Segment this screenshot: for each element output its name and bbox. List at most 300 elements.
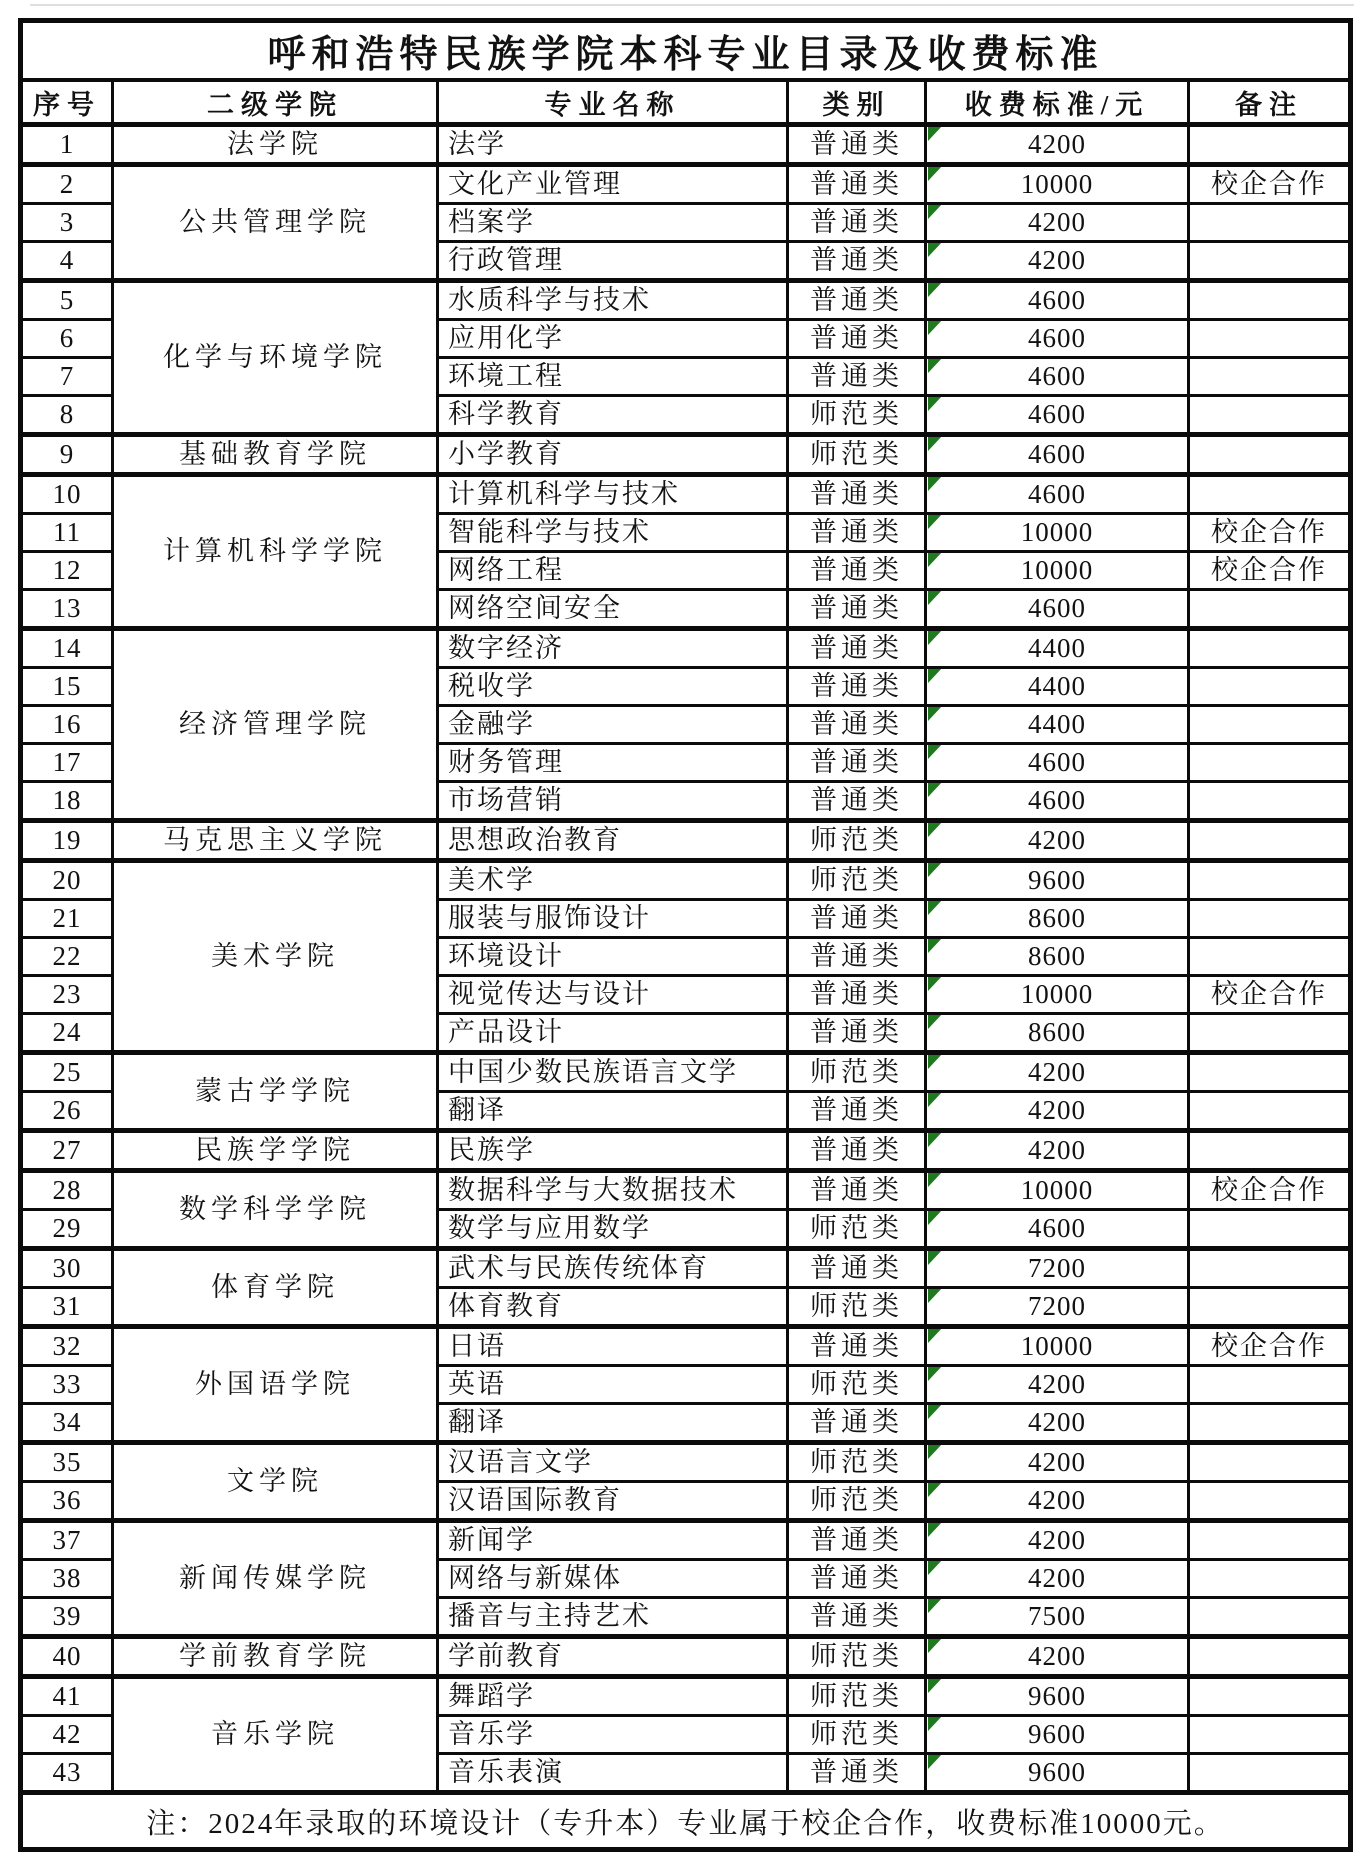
note-cell: 校企合作 [1189, 1171, 1351, 1210]
row-number-cell: 13 [21, 590, 113, 629]
number-stored-as-text-triangle-icon [928, 475, 943, 491]
category-cell: 师范类 [788, 396, 926, 435]
category-cell: 普通类 [788, 938, 926, 976]
category-cell: 师范类 [788, 435, 926, 475]
major-cell: 美术学 [438, 861, 788, 900]
major-cell: 数字经济 [438, 629, 788, 668]
row-number-cell: 43 [21, 1754, 113, 1793]
fee-value: 7500 [1028, 1601, 1086, 1632]
header-category: 类别 [788, 80, 926, 125]
note-cell: 校企合作 [1189, 1327, 1351, 1366]
fee-cell [926, 744, 1189, 782]
fee-value: 9600 [1028, 1757, 1086, 1788]
number-stored-as-text-triangle-icon [928, 1637, 943, 1653]
row-number-cell: 10 [21, 475, 113, 514]
row-number-cell: 18 [21, 782, 113, 821]
category-cell: 师范类 [788, 1637, 926, 1677]
note-cell [1189, 782, 1351, 821]
fee-value: 4400 [1028, 709, 1086, 740]
row-number-cell: 42 [21, 1716, 113, 1754]
row-number-cell: 17 [21, 744, 113, 782]
fee-value: 4200 [1028, 1447, 1086, 1478]
fee-cell [926, 125, 1189, 165]
scan-artifact-line [30, 4, 1354, 6]
college-cell: 化学与环境学院 [113, 281, 438, 435]
fee-value: 4200 [1028, 825, 1086, 856]
table-title: 呼和浩特民族学院本科专业目录及收费标准 [21, 21, 1351, 81]
note-cell [1189, 1521, 1351, 1560]
table-row [21, 1637, 1351, 1677]
row-number-cell: 29 [21, 1210, 113, 1249]
number-stored-as-text-triangle-icon [928, 668, 943, 684]
number-stored-as-text-triangle-icon [928, 1677, 943, 1693]
category-cell: 师范类 [788, 861, 926, 900]
number-stored-as-text-triangle-icon [928, 358, 943, 374]
fee-value: 4600 [1028, 323, 1086, 354]
number-stored-as-text-triangle-icon [928, 1327, 943, 1343]
fee-cell [926, 706, 1189, 744]
college-cell: 计算机科学学院 [113, 475, 438, 629]
fee-value: 4600 [1028, 1213, 1086, 1244]
row-number-cell: 23 [21, 976, 113, 1014]
fee-cell [926, 1443, 1189, 1482]
table-header-row [21, 80, 1351, 125]
note-cell [1189, 1443, 1351, 1482]
college-cell: 文学院 [113, 1443, 438, 1521]
row-number-cell: 30 [21, 1249, 113, 1288]
number-stored-as-text-triangle-icon [928, 976, 943, 992]
major-cell: 法学 [438, 125, 788, 165]
category-cell: 普通类 [788, 1754, 926, 1793]
row-number-cell: 4 [21, 242, 113, 281]
category-cell: 普通类 [788, 1092, 926, 1131]
note-cell [1189, 1092, 1351, 1131]
fee-cell [926, 1288, 1189, 1327]
category-cell: 师范类 [788, 1288, 926, 1327]
number-stored-as-text-triangle-icon [928, 1716, 943, 1732]
major-cell: 行政管理 [438, 242, 788, 281]
category-cell: 师范类 [788, 1716, 926, 1754]
note-cell [1189, 1560, 1351, 1598]
major-cell: 翻译 [438, 1404, 788, 1443]
row-number-cell: 34 [21, 1404, 113, 1443]
major-cell: 数据科学与大数据技术 [438, 1171, 788, 1210]
fee-cell [926, 1560, 1189, 1598]
fee-cell [926, 1014, 1189, 1053]
fee-cell [926, 396, 1189, 435]
table-row [21, 861, 1351, 900]
major-cell: 市场营销 [438, 782, 788, 821]
number-stored-as-text-triangle-icon [928, 938, 943, 954]
category-cell: 师范类 [788, 1366, 926, 1404]
number-stored-as-text-triangle-icon [928, 1366, 943, 1382]
fee-value: 4400 [1028, 633, 1086, 664]
row-number-cell: 37 [21, 1521, 113, 1560]
fee-value: 4200 [1028, 207, 1086, 238]
category-cell: 普通类 [788, 1131, 926, 1171]
number-stored-as-text-triangle-icon [928, 1053, 943, 1069]
number-stored-as-text-triangle-icon [928, 204, 943, 220]
fee-value: 10000 [1020, 979, 1094, 1010]
row-number-cell: 12 [21, 552, 113, 590]
note-cell [1189, 125, 1351, 165]
major-cell: 水质科学与技术 [438, 281, 788, 320]
note-cell [1189, 1014, 1351, 1053]
header-no: 序号 [21, 80, 113, 125]
category-cell: 普通类 [788, 1598, 926, 1637]
note-cell [1189, 1677, 1351, 1716]
category-cell: 普通类 [788, 320, 926, 358]
table-row [21, 629, 1351, 668]
note-cell [1189, 242, 1351, 281]
note-cell [1189, 320, 1351, 358]
row-number-cell: 14 [21, 629, 113, 668]
fee-cell [926, 1677, 1189, 1716]
fee-value: 4200 [1028, 1563, 1086, 1594]
fee-cell [926, 782, 1189, 821]
number-stored-as-text-triangle-icon [928, 125, 943, 141]
footer-note-row [21, 1793, 1351, 1850]
category-cell: 普通类 [788, 514, 926, 552]
fee-cell [926, 861, 1189, 900]
category-cell: 普通类 [788, 1014, 926, 1053]
table-row [21, 125, 1351, 165]
college-cell: 数学科学学院 [113, 1171, 438, 1249]
major-cell: 日语 [438, 1327, 788, 1366]
note-cell [1189, 475, 1351, 514]
fee-value: 10000 [1020, 1331, 1094, 1362]
row-number-cell: 2 [21, 165, 113, 204]
fee-cell [926, 668, 1189, 706]
number-stored-as-text-triangle-icon [928, 1014, 943, 1030]
category-cell: 普通类 [788, 281, 926, 320]
number-stored-as-text-triangle-icon [928, 320, 943, 336]
category-cell: 普通类 [788, 782, 926, 821]
row-number-cell: 1 [21, 125, 113, 165]
fee-cell [926, 1716, 1189, 1754]
category-cell: 普通类 [788, 1171, 926, 1210]
row-number-cell: 40 [21, 1637, 113, 1677]
category-cell: 师范类 [788, 821, 926, 861]
fee-value: 9600 [1028, 1719, 1086, 1750]
note-cell [1189, 1404, 1351, 1443]
category-cell: 普通类 [788, 1560, 926, 1598]
row-number-cell: 32 [21, 1327, 113, 1366]
note-cell [1189, 706, 1351, 744]
category-cell: 普通类 [788, 125, 926, 165]
number-stored-as-text-triangle-icon [928, 1131, 943, 1147]
note-cell [1189, 590, 1351, 629]
number-stored-as-text-triangle-icon [928, 706, 943, 722]
note-cell [1189, 861, 1351, 900]
fee-value: 7200 [1028, 1253, 1086, 1284]
major-cell: 科学教育 [438, 396, 788, 435]
number-stored-as-text-triangle-icon [928, 165, 943, 181]
fee-cell [926, 1210, 1189, 1249]
fee-cell [926, 900, 1189, 938]
row-number-cell: 27 [21, 1131, 113, 1171]
category-cell: 普通类 [788, 976, 926, 1014]
row-number-cell: 26 [21, 1092, 113, 1131]
major-cell: 网络工程 [438, 552, 788, 590]
number-stored-as-text-triangle-icon [928, 900, 943, 916]
category-cell: 普通类 [788, 552, 926, 590]
table-row [21, 1443, 1351, 1482]
row-number-cell: 3 [21, 204, 113, 242]
fee-cell [926, 1327, 1189, 1366]
number-stored-as-text-triangle-icon [928, 744, 943, 760]
table-row [21, 475, 1351, 514]
number-stored-as-text-triangle-icon [928, 242, 943, 258]
major-cell: 思想政治教育 [438, 821, 788, 861]
number-stored-as-text-triangle-icon [928, 435, 943, 451]
fee-cell [926, 590, 1189, 629]
table-row [21, 281, 1351, 320]
fee-cell [926, 629, 1189, 668]
fee-cell [926, 552, 1189, 590]
number-stored-as-text-triangle-icon [928, 396, 943, 412]
row-number-cell: 6 [21, 320, 113, 358]
row-number-cell: 15 [21, 668, 113, 706]
row-number-cell: 25 [21, 1053, 113, 1092]
major-cell: 翻译 [438, 1092, 788, 1131]
number-stored-as-text-triangle-icon [928, 590, 943, 606]
fee-value: 7200 [1028, 1291, 1086, 1322]
major-cell: 体育教育 [438, 1288, 788, 1327]
major-cell: 学前教育 [438, 1637, 788, 1677]
fee-cell [926, 938, 1189, 976]
category-cell: 普通类 [788, 1249, 926, 1288]
number-stored-as-text-triangle-icon [928, 861, 943, 877]
note-cell: 校企合作 [1189, 552, 1351, 590]
category-cell: 师范类 [788, 1053, 926, 1092]
fee-value: 4200 [1028, 245, 1086, 276]
note-cell [1189, 900, 1351, 938]
fee-cell [926, 1131, 1189, 1171]
table-row [21, 1677, 1351, 1716]
category-cell: 普通类 [788, 900, 926, 938]
major-cell: 汉语言文学 [438, 1443, 788, 1482]
fee-cell [926, 821, 1189, 861]
category-cell: 普通类 [788, 204, 926, 242]
fee-cell [926, 435, 1189, 475]
fee-cell [926, 204, 1189, 242]
fee-value: 4600 [1028, 785, 1086, 816]
major-cell: 网络与新媒体 [438, 1560, 788, 1598]
fee-value: 4200 [1028, 1407, 1086, 1438]
number-stored-as-text-triangle-icon [928, 552, 943, 568]
fee-cell [926, 358, 1189, 396]
major-cell: 新闻学 [438, 1521, 788, 1560]
major-cell: 视觉传达与设计 [438, 976, 788, 1014]
fee-value: 4200 [1028, 1369, 1086, 1400]
note-cell [1189, 938, 1351, 976]
category-cell: 普通类 [788, 1327, 926, 1366]
category-cell: 普通类 [788, 706, 926, 744]
fee-cell [926, 281, 1189, 320]
number-stored-as-text-triangle-icon [928, 1754, 943, 1770]
note-cell [1189, 396, 1351, 435]
row-number-cell: 8 [21, 396, 113, 435]
major-fee-table [18, 18, 1353, 1852]
fee-cell [926, 976, 1189, 1014]
row-number-cell: 21 [21, 900, 113, 938]
note-cell [1189, 1637, 1351, 1677]
note-cell [1189, 629, 1351, 668]
note-cell [1189, 1716, 1351, 1754]
college-cell: 法学院 [113, 125, 438, 165]
note-cell [1189, 281, 1351, 320]
major-cell: 数学与应用数学 [438, 1210, 788, 1249]
number-stored-as-text-triangle-icon [928, 1598, 943, 1614]
fee-cell [926, 514, 1189, 552]
fee-value: 4200 [1028, 129, 1086, 160]
row-number-cell: 35 [21, 1443, 113, 1482]
number-stored-as-text-triangle-icon [928, 1288, 943, 1304]
college-cell: 经济管理学院 [113, 629, 438, 821]
category-cell: 普通类 [788, 475, 926, 514]
major-cell: 环境设计 [438, 938, 788, 976]
row-number-cell: 31 [21, 1288, 113, 1327]
college-cell: 蒙古学学院 [113, 1053, 438, 1131]
number-stored-as-text-triangle-icon [928, 514, 943, 530]
row-number-cell: 39 [21, 1598, 113, 1637]
fee-value: 8600 [1028, 941, 1086, 972]
header-college: 二级学院 [113, 80, 438, 125]
fee-cell [926, 1754, 1189, 1793]
major-cell: 音乐学 [438, 1716, 788, 1754]
fee-value: 8600 [1028, 903, 1086, 934]
fee-value: 8600 [1028, 1017, 1086, 1048]
number-stored-as-text-triangle-icon [928, 1171, 943, 1187]
note-cell [1189, 1482, 1351, 1521]
note-cell [1189, 668, 1351, 706]
major-cell: 英语 [438, 1366, 788, 1404]
major-cell: 计算机科学与技术 [438, 475, 788, 514]
fee-cell [926, 1598, 1189, 1637]
number-stored-as-text-triangle-icon [928, 782, 943, 798]
category-cell: 普通类 [788, 1404, 926, 1443]
major-cell: 服装与服饰设计 [438, 900, 788, 938]
fee-value: 4200 [1028, 1095, 1086, 1126]
fee-value: 4600 [1028, 399, 1086, 430]
category-cell: 师范类 [788, 1482, 926, 1521]
fee-cell [926, 475, 1189, 514]
fee-cell [926, 1521, 1189, 1560]
row-number-cell: 20 [21, 861, 113, 900]
header-major: 专业名称 [438, 80, 788, 125]
fee-value: 9600 [1028, 865, 1086, 896]
fee-cell [926, 1366, 1189, 1404]
note-cell [1189, 1598, 1351, 1637]
major-cell: 网络空间安全 [438, 590, 788, 629]
fee-cell [926, 165, 1189, 204]
row-number-cell: 22 [21, 938, 113, 976]
major-cell: 播音与主持艺术 [438, 1598, 788, 1637]
fee-cell [926, 1171, 1189, 1210]
row-number-cell: 38 [21, 1560, 113, 1598]
category-cell: 师范类 [788, 1443, 926, 1482]
table-row [21, 821, 1351, 861]
row-number-cell: 5 [21, 281, 113, 320]
college-cell: 外国语学院 [113, 1327, 438, 1443]
fee-cell [926, 1092, 1189, 1131]
row-number-cell: 36 [21, 1482, 113, 1521]
note-cell [1189, 1053, 1351, 1092]
category-cell: 师范类 [788, 1210, 926, 1249]
fee-value: 4200 [1028, 1485, 1086, 1516]
fee-value: 4400 [1028, 671, 1086, 702]
category-cell: 普通类 [788, 668, 926, 706]
fee-value: 4600 [1028, 439, 1086, 470]
footer-note: 注：2024年录取的环境设计（专升本）专业属于校企合作，收费标准10000元。 [21, 1793, 1351, 1850]
table-row [21, 165, 1351, 204]
college-cell: 基础教育学院 [113, 435, 438, 475]
fee-value: 10000 [1020, 517, 1094, 548]
major-cell: 小学教育 [438, 435, 788, 475]
fee-value: 4600 [1028, 285, 1086, 316]
table-row [21, 1521, 1351, 1560]
fee-value: 4200 [1028, 1135, 1086, 1166]
number-stored-as-text-triangle-icon [928, 1443, 943, 1459]
category-cell: 师范类 [788, 1677, 926, 1716]
fee-value: 10000 [1020, 169, 1094, 200]
note-cell [1189, 204, 1351, 242]
college-cell: 公共管理学院 [113, 165, 438, 281]
note-cell [1189, 1249, 1351, 1288]
number-stored-as-text-triangle-icon [928, 1404, 943, 1420]
number-stored-as-text-triangle-icon [928, 1482, 943, 1498]
college-cell: 音乐学院 [113, 1677, 438, 1793]
note-cell [1189, 1754, 1351, 1793]
number-stored-as-text-triangle-icon [928, 281, 943, 297]
row-number-cell: 28 [21, 1171, 113, 1210]
fee-value: 10000 [1020, 555, 1094, 586]
header-fee: 收费标准/元 [926, 80, 1189, 125]
major-cell: 金融学 [438, 706, 788, 744]
college-cell: 马克思主义学院 [113, 821, 438, 861]
college-cell: 体育学院 [113, 1249, 438, 1327]
category-cell: 普通类 [788, 1521, 926, 1560]
number-stored-as-text-triangle-icon [928, 1210, 943, 1226]
category-cell: 普通类 [788, 744, 926, 782]
note-cell: 校企合作 [1189, 165, 1351, 204]
number-stored-as-text-triangle-icon [928, 1249, 943, 1265]
note-cell [1189, 1288, 1351, 1327]
note-cell: 校企合作 [1189, 976, 1351, 1014]
note-cell [1189, 821, 1351, 861]
college-cell: 新闻传媒学院 [113, 1521, 438, 1637]
fee-cell [926, 1404, 1189, 1443]
table-title-row [21, 21, 1351, 81]
category-cell: 普通类 [788, 165, 926, 204]
major-cell: 财务管理 [438, 744, 788, 782]
college-cell: 学前教育学院 [113, 1637, 438, 1677]
fee-value: 4600 [1028, 593, 1086, 624]
fee-value: 4200 [1028, 1641, 1086, 1672]
college-cell: 美术学院 [113, 861, 438, 1053]
major-cell: 应用化学 [438, 320, 788, 358]
fee-cell [926, 1482, 1189, 1521]
major-cell: 民族学 [438, 1131, 788, 1171]
row-number-cell: 41 [21, 1677, 113, 1716]
fee-value: 9600 [1028, 1681, 1086, 1712]
fee-cell [926, 1053, 1189, 1092]
row-number-cell: 16 [21, 706, 113, 744]
table-row [21, 1131, 1351, 1171]
note-cell [1189, 1131, 1351, 1171]
number-stored-as-text-triangle-icon [928, 821, 943, 837]
